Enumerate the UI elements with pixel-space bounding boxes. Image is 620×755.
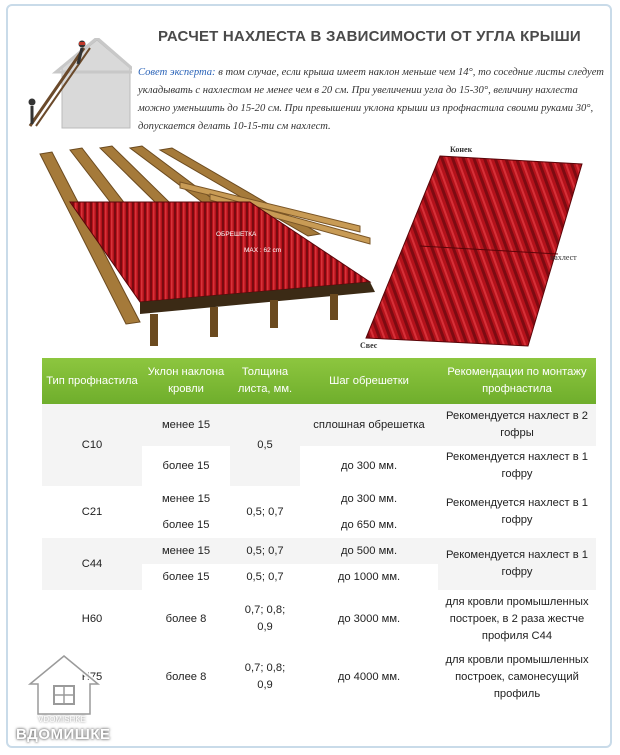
table-row — [42, 648, 596, 706]
col-step: Шаг обрешетки — [300, 358, 438, 404]
ridge-label: Конек — [450, 145, 473, 154]
logo-brand-text: ВДОМИШКЕ — [16, 726, 111, 743]
cell-slope: более 8 — [142, 590, 230, 648]
house-workers-illustration — [22, 38, 132, 130]
eave-label: Свес — [360, 341, 378, 350]
expert-tip-lead: Совет эксперта: — [138, 67, 216, 78]
table-row — [42, 538, 596, 564]
cell-thickness: 0,5; 0,7 — [230, 538, 300, 564]
col-rec: Рекомендации по монтажу профнастила — [438, 358, 596, 404]
infographic-card — [6, 4, 612, 748]
cell-thickness: 0,7; 0,8; 0,9 — [230, 590, 300, 648]
cell-rec: Рекомендуется нахлест в 1 гофру — [438, 446, 596, 486]
page-title: РАСЧЕТ НАХЛЕСТА В ЗАВИСИМОСТИ ОТ УГЛА КРЫШИ — [158, 28, 581, 45]
cell-slope: менее 15 — [142, 538, 230, 564]
cell-step: до 300 мм. — [300, 446, 438, 486]
cell-step: до 300 мм. — [300, 486, 438, 512]
batten-label: ОБРЕШЕТКА — [216, 231, 257, 238]
cell-type: Н60 — [42, 590, 142, 648]
cell-type: С10 — [42, 404, 142, 486]
cell-thickness: 0,5; 0,7 — [230, 486, 300, 538]
cell-step: сплошная обрешетка — [300, 404, 438, 446]
table-row — [42, 486, 596, 512]
max-spacing-label: MAX : 62 cm — [244, 247, 282, 254]
cell-slope: менее 15 — [142, 486, 230, 512]
table-row — [42, 404, 596, 446]
overlap-label: нахлест — [550, 253, 577, 262]
house-logo-icon — [24, 652, 104, 718]
cell-thickness: 0,7; 0,8; 0,9 — [230, 648, 300, 706]
cell-thickness: 0,5; 0,7 — [230, 564, 300, 590]
cell-slope: более 15 — [142, 564, 230, 590]
spec-table — [42, 358, 596, 706]
site-logo — [10, 652, 120, 748]
col-type: Тип профнастила — [42, 358, 142, 404]
cell-slope: более 8 — [142, 648, 230, 706]
cell-slope: более 15 — [142, 512, 230, 538]
cell-rec: Рекомендуется нахлест в 2 гофры — [438, 404, 596, 446]
roof-sheet-right — [366, 156, 582, 346]
cell-step: до 650 мм. — [300, 512, 438, 538]
cell-slope: более 15 — [142, 446, 230, 486]
expert-tip — [138, 64, 608, 136]
cell-rec: для кровли промышленных построек, самонесущий профиль — [438, 648, 596, 706]
logo-site-text: VDOMISHKE — [38, 715, 87, 724]
cell-thickness: 0,5 — [230, 404, 300, 486]
cell-step: до 500 мм. — [300, 538, 438, 564]
roof-diagram — [30, 142, 596, 352]
cell-type: С21 — [42, 486, 142, 538]
cell-type: С44 — [42, 538, 142, 590]
cell-rec: для кровли промышленных построек, в 2 раза жестче профиля С44 — [438, 590, 596, 648]
table-row — [42, 590, 596, 648]
col-slope: Уклон наклона кровли — [142, 358, 230, 404]
expert-tip-text: в том случае, если крыша имеет наклон меньше чем 14°, то соседние листы следует укладывать с нахлестом не менее чем в 20 см. При увеличении угла до 15-30°, величину нахлеста можно уменьшить до 15-20 см. При превышении уклона крыши из профнастила своими руками 30°, допускается делать 10-15-ти см нахлест. — [138, 67, 604, 132]
col-thickness: Толщина листа, мм. — [230, 358, 300, 404]
cell-step: до 4000 мм. — [300, 648, 438, 706]
cell-rec: Рекомендуется нахлест в 1 гофру — [438, 538, 596, 590]
table-header-row — [42, 358, 596, 404]
cell-slope: менее 15 — [142, 404, 230, 446]
cell-step: до 1000 мм. — [300, 564, 438, 590]
cell-step: до 3000 мм. — [300, 590, 438, 648]
cell-rec: Рекомендуется нахлест в 1 гофру — [438, 486, 596, 538]
cell-type: Н75 — [42, 648, 142, 706]
